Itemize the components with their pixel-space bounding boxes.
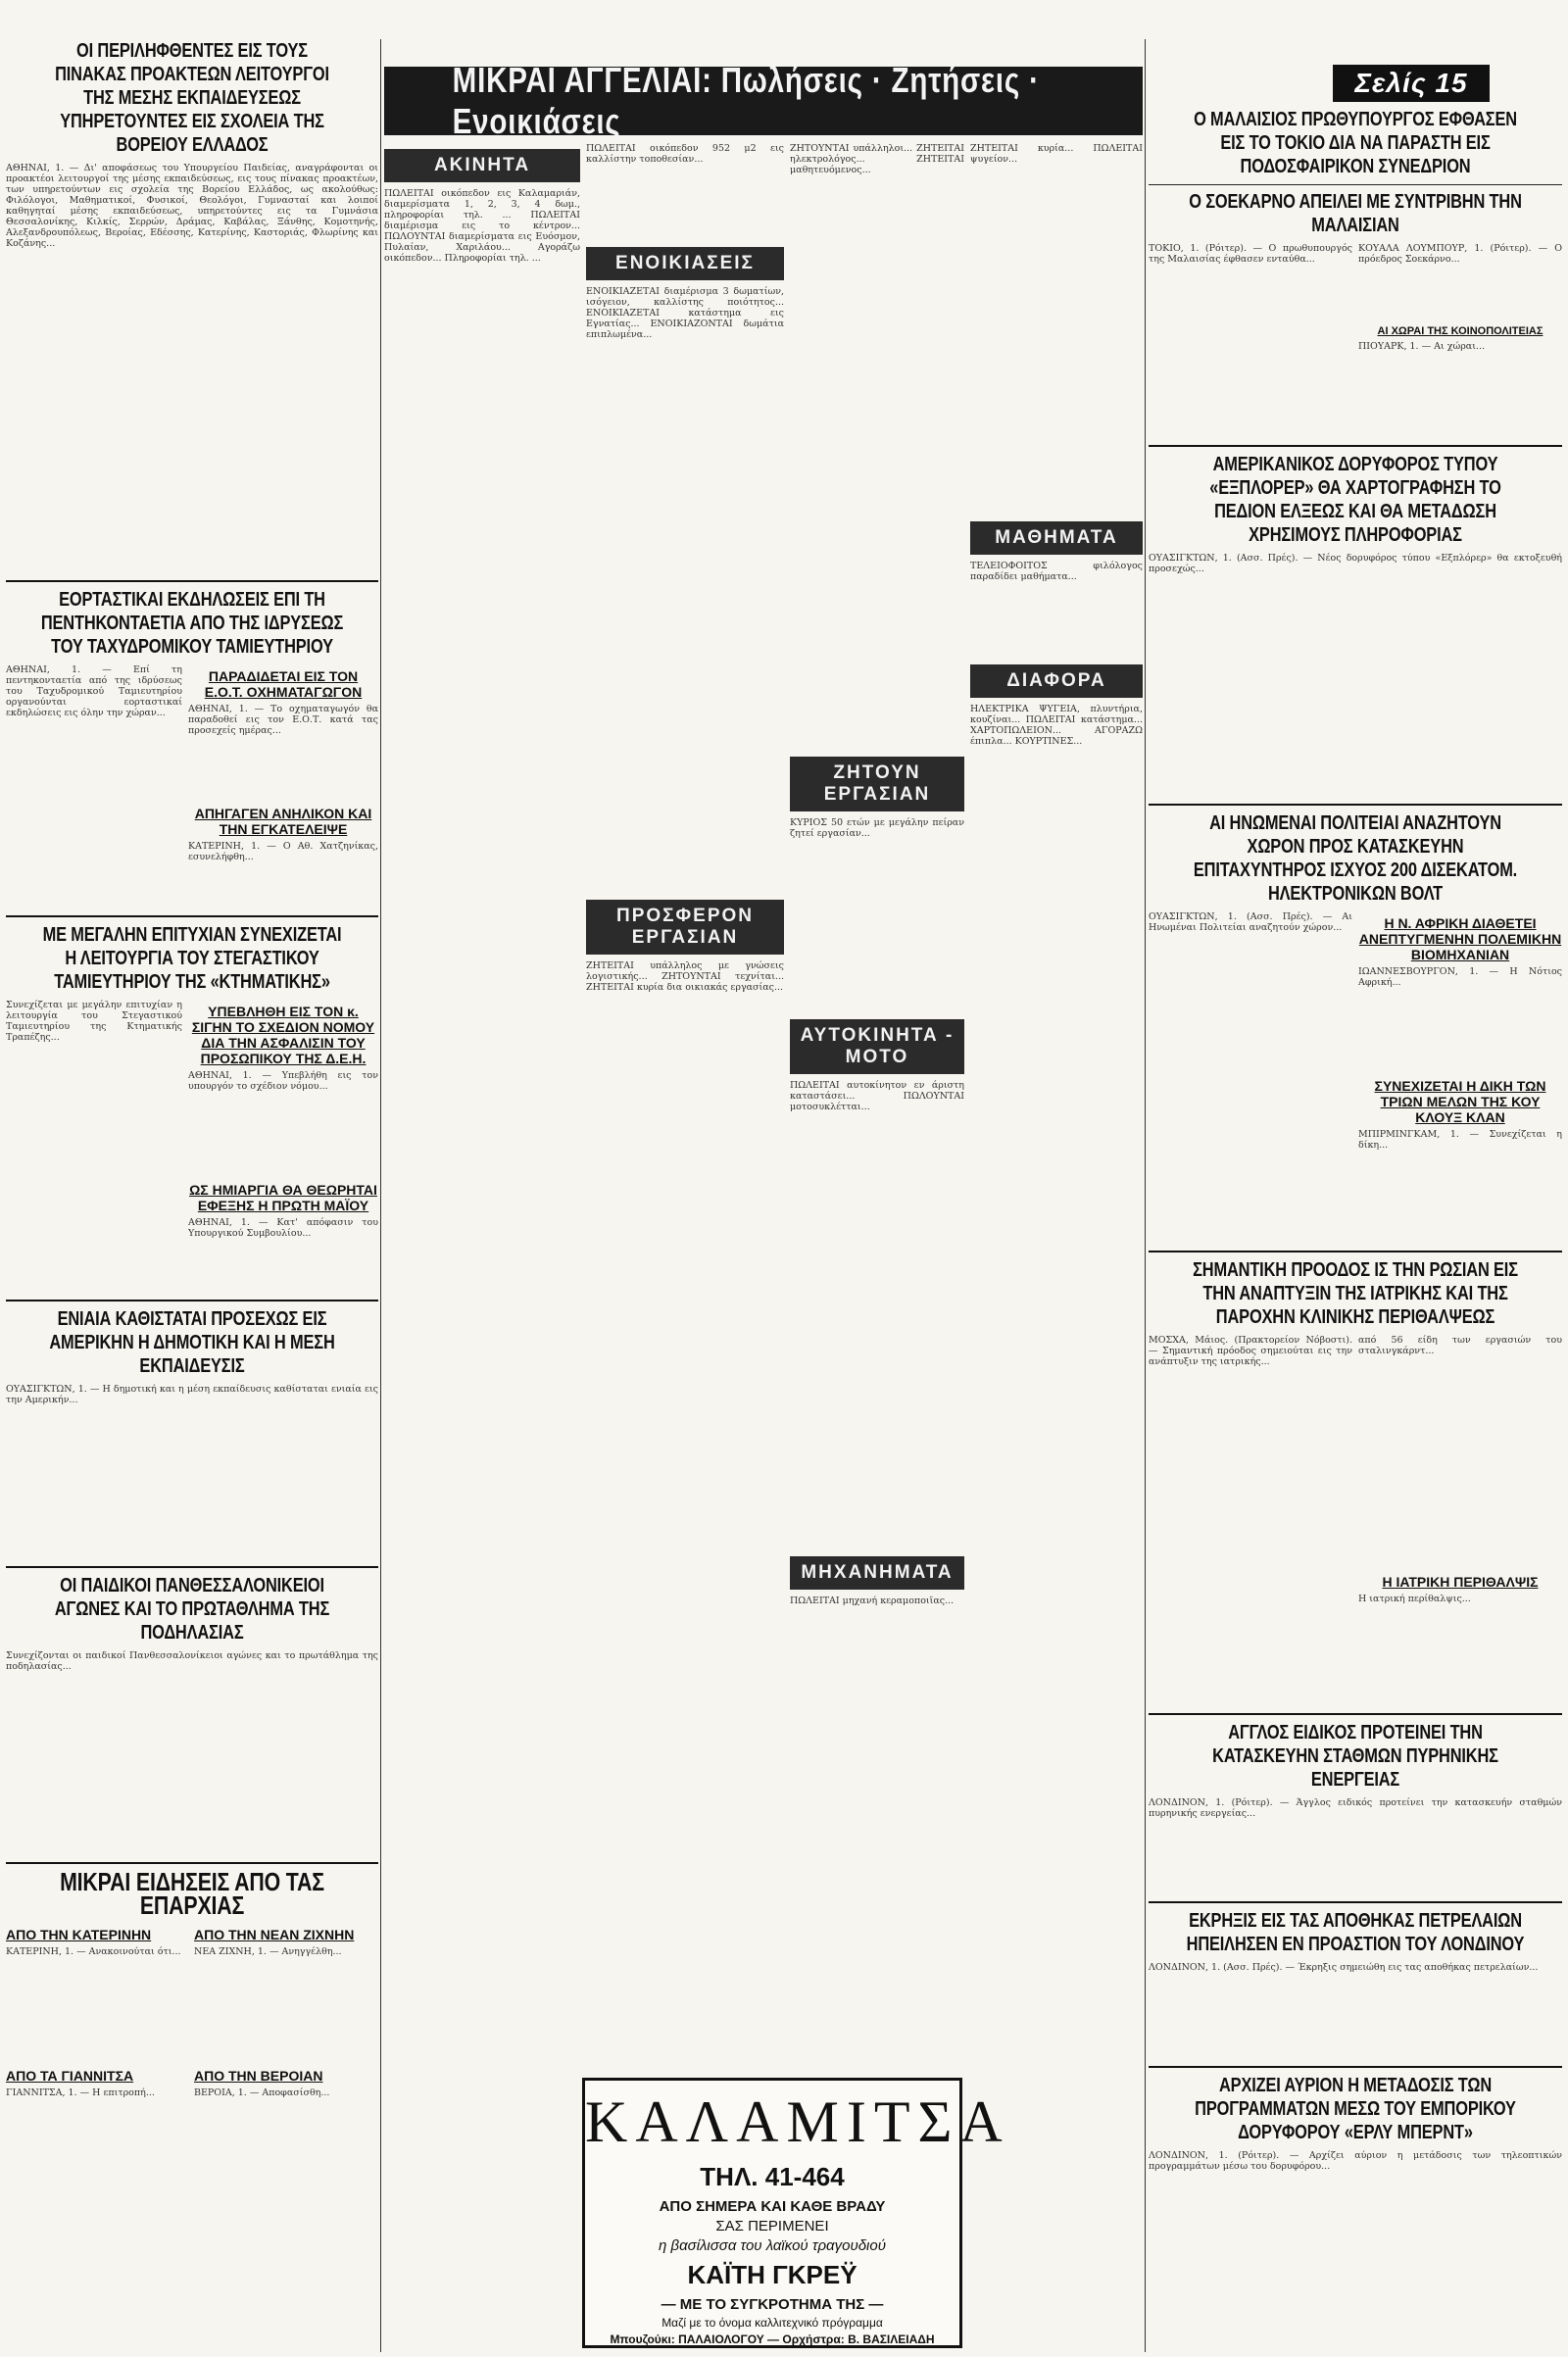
ad-line: — ΜΕ ΤΟ ΣΥΓΚΡΟΤΗΜΑ ΤΗΣ — [661,2296,884,2313]
ad-line: η βασίλισσα του λαϊκού τραγουδιού [659,2237,886,2254]
page-number-badge: Σελίς 15 [1333,65,1490,102]
headline-early-bird: ΑΡΧΙΖΕΙ ΑΥΡΙΟΝ Η ΜΕΤΑΔΟΣΙΣ ΤΩΝ ΠΡΟΓΡΑΜΜΑΤΩΝ ΜΕΣΩ ΤΟΥ ΕΜΠΟΡΙΚΟΥ ΔΟΡΥΦΟΡΟΥ «ΕΡΛΥ ΜΠΕΡΝΤ» [1195,2075,1516,2143]
subheading: ΑΙ ΧΩΡΑΙ ΤΗΣ ΚΟΙΝΟΠΟΛΙΤΕΙΑΣ [1377,325,1544,337]
subheading: ΣΥΝΕΧΙΖΕΤΑΙ Η ΔΙΚΗ ΤΩΝ ΤΡΙΩΝ ΜΕΛΩΝ ΤΗΣ ΚΟΥ ΚΛΟΥΞ ΚΛΑΝ [1374,1078,1546,1125]
headline-nuclear: ΑΓΓΛΟΣ ΕΙΔΙΚΟΣ ΠΡΟΤΕΙΝΕΙ ΤΗΝ ΚΑΤΑΣΚΕΥΗΝ ΣΤΑΘΜΩΝ ΠΥΡΗΝΙΚΗΣ ΕΝΕΡΓΕΙΑΣ [1212,1722,1498,1791]
classifieds-col-b: ΖΗΤΟΥΝΤΑΙ υπάλληλοι... ΖΗΤΕΙΤΑΙ ηλεκτρολόγος... ΖΗΤΕΙΤΑΙ μαθητευόμενος... ΖΗΤΟΥΝ ΕΡΓΑΣΙΑΝ ΚΥΡΙΟΣ 50 ετών με μεγάλην πείραν ζητεί εργασίαν... ΑΥΤΟΚΙΝΗΤΑ - ΜΟΤΟ ΠΩΛΕΙΤΑΙ αυτοκίνητον εν άριστη καταστάσει... ΠΩΛΟΥΝΤΑΙ μοτοσυκλέτται... ΜΗΧΑΝΗΜΑΤΑ ΠΩΛΕΙΤΑΙ μηχανή κεραμοποιΐας... ΖΗΤΕΙΤΑΙ κυρία... ΠΩΛΕΙΤΑΙ ψυγείον... ΜΑΘΗΜΑΤΑ ΤΕΛΕΙΟΦΟΙΤΟΣ φιλόλογος παραδίδει μαθήματα... ΔΙΑΦΟΡΑ ΗΛΕΚΤΡΙΚΑ ΨΥΓΕΙΑ, πλυντήρια, κουζίναι... ΠΩΛΕΙΤΑΙ κατάστημα... ΧΑΡΤΟΠΩΛΕΙΟΝ... ΑΓΟΡΑΖΩ έπιπλα... ΚΟΥΡΤΙΝΕΣ... [790,143,1143,1606]
section-mathimata: ΜΑΘΗΜΑΤΑ [970,521,1143,555]
article-body: ΑΘΗΝΑΙ, 1. — Δι' αποφάσεως του Υπουργείου Παιδείας, αναγράφονται οι προακτέοι λειτουργοί της μέσης εκπαιδεύσεως, εις τους πίνακας προακτέων, των υπηρετούντων εις σχολεία της Βορείου Ελλάδος, ως ακολούθως: Φιλόλογοι, Μαθηματικοί, Φυσικοί, Θεολόγοι, Γυμνασταί και λοιποί καθηγηταί μέσης εκπαιδεύσεως, υπηρετούντες εις τα Γυμνάσια Θεσσαλονίκης, Κιλκίς, Σερρών, Δράμας, Καβάλας, Ξάνθης, Κομοτηνής, Αλεξανδρουπόλεως, Βεροίας, Εδέσσης, Κατερίνης, Καστοριάς, Φλωρίνης και Κοζάνης... [6,163,378,249]
section-enoikiaseis: ΕΝΟΙΚΙΑΣΕΙΣ [586,247,784,280]
headline-america-education: ΕΝΙΑΙΑ ΚΑΘΙΣΤΑΤΑΙ ΠΡΟΣΕΧΩΣ ΕΙΣ ΑΜΕΡΙΚΗΝ Η ΔΗΜΟΤΙΚΗ ΚΑΙ Η ΜΕΣΗ ΕΚΠΑΙΔΕΥΣΙΣ [49,1308,335,1377]
ad-star: ΚΑΪΤΗ ΓΚΡΕΫ [687,2260,858,2289]
headline-sukarno: Ο ΣΟΕΚΑΡΝΟ ΑΠΕΙΛΕΙ ΜΕ ΣΥΝΤΡΙΒΗΝ ΤΗΝ ΜΑΛΑΙΣΙΑΝ [1189,191,1522,236]
headline-province-news: ΜΙΚΡΑΙ ΕΙΔΗΣΕΙΣ ΑΠΟ ΤΑΣ ΕΠΑΡΧΙΑΣ [60,1867,324,1920]
headline-russia-medicine: ΣΗΜΑΝΤΙΚΗ ΠΡΟΟΔΟΣ ΙΣ ΤΗΝ ΡΩΣΙΑΝ ΕΙΣ ΤΗΝ ΑΝΑΠΤΥΞΙΝ ΤΗΣ ΙΑΤΡΙΚΗΣ ΚΑΙ ΤΗΣ ΠΑΡΟΧΗΝ ΚΛΙΝΙΚΗΣ ΠΕΡΙΘΑΛΨΕΩΣ [1193,1259,1518,1328]
headline-teachers: ΟΙ ΠΕΡΙΛΗΦΘΕΝΤΕΣ ΕΙΣ ΤΟΥΣ ΠΙΝΑΚΑΣ ΠΡΟΑΚΤΕΩΝ ΛΕΙΤΟΥΡΓΟΙ ΤΗΣ ΜΕΣΗΣ ΕΚΠΑΙΔΕΥΣΕΩΣ ΥΠΗΡΕΤΟΥΝΤΕΣ ΕΙΣ ΣΧΟΛΕΙΑ ΤΗΣ ΒΟΡΕΙΟΥ ΕΛΛΑΔΟΣ [55,40,329,156]
subheading: Η Ν. ΑΦΡΙΚΗ ΔΙΑΘΕΤΕΙ ΑΝΕΠΤΥΓΜΕΝΗΝ ΠΟΛΕΜΙΚΗΝ ΒΙΟΜΗΧΑΝΙΑΝ [1358,915,1562,962]
section-diafora: ΔΙΑΦΟΡΑ [970,664,1143,698]
ad-line: ΣΑΣ ΠΕΡΙΜΕΝΕΙ [715,2218,829,2234]
subheading: Η ΙΑΤΡΙΚΗ ΠΕΡΙΘΑΛΨΙΣ [1382,1574,1539,1590]
column-right: Ο ΜΑΛΑΙΣΙΟΣ ΠΡΩΘΥΠΟΥΡΓΟΣ ΕΦΘΑΣΕΝ ΕΙΣ ΤΟ ΤΟΚΙΟ ΔΙΑ ΝΑ ΠΑΡΑΣΤΗ ΕΙΣ ΠΟΔΟΣΦΑΙΡΙΚΟΝ ΣΥΝΕΔΡΙΟΝ Ο ΣΟΕΚΑΡΝΟ ΑΠΕΙΛΕΙ ΜΕ ΣΥΝΤΡΙΒΗΝ ΤΗΝ ΜΑΛΑΙΣΙΑΝ ΤΟΚΙΟ, 1. (Ρόιτερ). — Ο πρωθυπουργός της Μαλαισίας έφθασεν ενταύθα... ΚΟΥΑΛΑ ΛΟΥΜΠΟΥΡ, 1. (Ρόιτερ). — Ο πρόεδρος Σοεκάρνο... ΑΙ ΧΩΡΑΙ ΤΗΣ ΚΟΙΝΟΠΟΛΙΤΕΙΑΣ ΠΙΟΥΑΡΚ, 1. — Αι χώραι... ΑΜΕΡΙΚΑΝΙΚΟΣ ΔΟΡΥΦΟΡΟΣ ΤΥΠΟΥ «ΕΞΠΛΟΡΕΡ» ΘΑ ΧΑΡΤΟΓΡΑΦΗΣΗ ΤΟ ΠΕΔΙΟΝ ΕΛΞΕΩΣ ΚΑΙ ΘΑ ΜΕΤΑΔΩΣΗ ΧΡΗΣΙΜΟΥΣ ΠΛΗΡΟΦΟΡΙΑΣ ΟΥΑΣΙΓΚΤΩΝ, 1. (Ασσ. Πρές). — Νέος δορυφόρος τύπου «Εξπλόρερ» θα εκτοξευθή προσεχώς... ΑΙ ΗΝΩΜΕΝΑΙ ΠΟΛΙΤΕΙΑΙ ΑΝΑΖΗΤΟΥΝ ΧΩΡΟΝ ΠΡΟΣ ΚΑΤΑΣΚΕΥΗΝ ΕΠΙΤΑΧΥΝΤΗΡΟΣ ΙΣΧΥΟΣ 200 ΔΙΣΕΚΑΤΟΜ. ΗΛΕΚΤΡΟΝΙΚΩΝ ΒΟΛΤ ΟΥΑΣΙΓΚΤΩΝ, 1. (Ασσ. Πρές). — Αι Ηνωμέναι Πολιτείαι αναζητούν χώρον... Η Ν. ΑΦΡΙΚΗ ΔΙΑΘΕΤΕΙ ΑΝΕΠΤΥΓΜΕΝΗΝ ΠΟΛΕΜΙΚΗΝ ΒΙΟΜΗΧΑΝΙΑΝ ΙΩΑΝΝΕΣΒΟΥΡΓΟΝ, 1. — Η Νότιος Αφρική... ΣΥΝΕΧΙΖΕΤΑΙ Η ΔΙΚΗ ΤΩΝ ΤΡΙΩΝ ΜΕΛΩΝ ΤΗΣ ΚΟΥ ΚΛΟΥΞ ΚΛΑΝ ΜΠΙΡΜΙΝΓΚΑΜ, 1. — Συνεχίζεται η δίκη... ΣΗΜΑΝΤΙΚΗ ΠΡΟΟΔΟΣ ΙΣ ΤΗΝ ΡΩΣΙΑΝ ΕΙΣ ΤΗΝ ΑΝΑΠΤΥΞΙΝ ΤΗΣ ΙΑΤΡΙΚΗΣ ΚΑΙ ΤΗΣ ΠΑΡΟΧΗΝ ΚΛΙΝΙΚΗΣ ΠΕΡΙΘΑΛΨΕΩΣ ΜΟΣΧΑ, Μάιος. (Πρακτορείον Νόβοστι). — Σημαντική πρόοδος σημειούται εις την ανάπτυξιν της ιατρικής... από 56 είδη των εργασιών του σταλινγκάρντ... Η ΙΑΤΡΙΚΗ ΠΕΡΙΘΑΛΨΙΣ Η ιατρική περίθαλψις... ΑΓΓΛΟΣ ΕΙΔΙΚΟΣ ΠΡΟΤΕΙΝΕΙ ΤΗΝ ΚΑΤΑΣΚΕΥΗΝ ΣΤΑΘΜΩΝ ΠΥΡΗΝΙΚΗΣ ΕΝΕΡΓΕΙΑΣ ΛΟΝΔΙΝΟΝ, 1. (Ρόιτερ). — Άγγλος ειδικός προτείνει την κατασκευήν σταθμών πυρηνικής ενεργείας... ΕΚΡΗΞΙΣ ΕΙΣ ΤΑΣ ΑΠΟΘΗΚΑΣ ΠΕΤΡΕΛΑΙΩΝ ΗΠΕΙΛΗΣΕΝ ΕΝ ΠΡΟΑΣΤΙΟΝ ΤΟΥ ΛΟΝΔΙΝΟΥ ΛΟΝΔΙΝΟΝ, 1. (Ασσ. Πρές). — Έκρηξις σημειώθη εις τας αποθήκας πετρελαίων... ΑΡΧΙΖΕΙ ΑΥΡΙΟΝ Η ΜΕΤΑΔΟΣΙΣ ΤΩΝ ΠΡΟΓΡΑΜΜΑΤΩΝ ΜΕΣΩ ΤΟΥ ΕΜΠΟΡΙΚΟΥ ΔΟΡΥΦΟΡΟΥ «ΕΡΛΥ ΜΠΕΡΝΤ» ΛΟΝΔΙΝΟΝ, 1. (Ρόιτερ). — Αρχίζει αύριον η μετάδοσις των τηλεοπτικών προγραμμάτων μέσω του δορυφόρου... [1149,109,1562,2172]
mini-headline: ΥΠΕΒΛΗΘΗ ΕΙΣ ΤΟΝ κ. ΣΙΓΗΝ ΤΟ ΣΧΕΔΙΟΝ ΝΟΜΟΥ ΔΙΑ ΤΗΝ ΑΣΦΑΛΙΣΙΝ ΤΟΥ ΠΡΟΣΩΠΙΚΟΥ ΤΗΣ Δ.Ε.Η. [191,1004,375,1066]
section-mixanimata: ΜΗΧΑΝΗΜΑΤΑ [790,1556,964,1590]
headline-youth-games: ΟΙ ΠΑΙΔΙΚΟΙ ΠΑΝΘΕΣΣΑΛΟΝΙΚΕΙΟΙ ΑΓΩΝΕΣ ΚΑΙ ΤΟ ΠΡΩΤΑΘΛΗΜΑ ΤΗΣ ΠΟΔΗΛΑΣΙΑΣ [54,1575,330,1644]
ad-line: ΑΠΟ ΣΗΜΕΡΑ ΚΑΙ ΚΑΘΕ ΒΡΑΔΥ [659,2198,886,2215]
subheading: ΑΠΟ ΤΗΝ ΒΕΡΟΙΑΝ [194,2068,323,2084]
headline-explosion: ΕΚΡΗΞΙΣ ΕΙΣ ΤΑΣ ΑΠΟΘΗΚΑΣ ΠΕΤΡΕΛΑΙΩΝ ΗΠΕΙΛΗΣΕΝ ΕΝ ΠΡΟΑΣΤΙΟΝ ΤΟΥ ΛΟΝΔΙΝΟΥ [1186,1910,1525,1955]
ad-title: ΚΑΛΑΜΙΤΣΑ [585,2089,1010,2154]
column-divider [380,39,381,2352]
column-left: ΟΙ ΠΕΡΙΛΗΦΘΕΝΤΕΣ ΕΙΣ ΤΟΥΣ ΠΙΝΑΚΑΣ ΠΡΟΑΚΤΕΩΝ ΛΕΙΤΟΥΡΓΟΙ ΤΗΣ ΜΕΣΗΣ ΕΚΠΑΙΔΕΥΣΕΩΣ ΥΠΗΡΕΤΟΥΝΤΕΣ ΕΙΣ ΣΧΟΛΕΙΑ ΤΗΣ ΒΟΡΕΙΟΥ ΕΛΛΑΔΟΣ ΑΘΗΝΑΙ, 1. — Δι' αποφάσεως του Υπουργείου Παιδείας, αναγράφονται οι προακτέοι λειτουργοί της μέσης εκπαιδεύσεως, εις τους πίνακας προακτέων, των υπηρετούντων εις σχολεία της Βορείου Ελλάδος, ως ακολούθως: Φιλόλογοι, Μαθηματικοί, Φυσικοί, Θεολόγοι, Γυμνασταί και λοιποί καθηγηταί μέσης εκπαιδεύσεως, υπηρετούντες εις τα Γυμνάσια Θεσσαλονίκης, Κιλκίς, Σερρών, Δράμας, Καβάλας, Ξάνθης, Κομοτηνής, Αλεξανδρουπόλεως, Βεροίας, Εδέσσης, Κατερίνης, Καστοριάς, Φλωρίνης και Κοζάνης... ΕΟΡΤΑΣΤΙΚΑΙ ΕΚΔΗΛΩΣΕΙΣ ΕΠΙ ΤΗ ΠΕΝΤΗΚΟΝΤΑΕΤΙΑ ΑΠΟ ΤΗΣ ΙΔΡΥΣΕΩΣ ΤΟΥ ΤΑΧΥΔΡΟΜΙΚΟΥ ΤΑΜΙΕΥΤΗΡΙΟΥ ΑΘΗΝΑΙ, 1. — Επί τη πεντηκονταετία από της ιδρύσεως του Ταχυδρομικού Ταμιευτηρίου οργανούνται εορταστικαί εκδηλώσεις εις όλην την χώραν... ΠΑΡΑΔΙΔΕΤΑΙ ΕΙΣ ΤΟΝ Ε.Ο.Τ. ΟΧΗΜΑΤΑΓΩΓΟΝ ΑΘΗΝΑΙ, 1. — Το οχηματαγωγόν θα παραδοθεί εις τον Ε.Ο.Τ. κατά τας προσεχείς ημέρας... ΑΠΗΓΑΓΕΝ ΑΝΗΛΙΚΟΝ ΚΑΙ ΤΗΝ ΕΓΚΑΤΕΛΕΙΨΕ ΚΑΤΕΡΙΝΗ, 1. — Ο Αθ. Χατζηνίκας, εσυνελήφθη... ΜΕ ΜΕΓΑΛΗΝ ΕΠΙΤΥΧΙΑΝ ΣΥΝΕΧΙΖΕΤΑΙ Η ΛΕΙΤΟΥΡΓΙΑ ΤΟΥ ΣΤΕΓΑΣΤΙΚΟΥ ΤΑΜΙΕΥΤΗΡΙΟΥ ΤΗΣ «ΚΤΗΜΑΤΙΚΗΣ» Συνεχίζεται με μεγάλην επιτυχίαν η λειτουργία του Στεγαστικού Ταμιευτηρίου της Κτηματικής Τραπέζης... ΥΠΕΒΛΗΘΗ ΕΙΣ ΤΟΝ κ. ΣΙΓΗΝ ΤΟ ΣΧΕΔΙΟΝ ΝΟΜΟΥ ΔΙΑ ΤΗΝ ΑΣΦΑΛΙΣΙΝ ΤΟΥ ΠΡΟΣΩΠΙΚΟΥ ΤΗΣ Δ.Ε.Η. ΑΘΗΝΑΙ, 1. — Υπεβλήθη εις τον υπουργόν το σχέδιον νόμου... ΩΣ ΗΜΙΑΡΓΙΑ ΘΑ ΘΕΩΡΗΤΑΙ ΕΦΕΞΗΣ Η ΠΡΩΤΗ ΜΑΪΟΥ ΑΘΗΝΑΙ, 1. — Κατ' απόφασιν του Υπουργικού Συμβουλίου... ΕΝΙΑΙΑ ΚΑΘΙΣΤΑΤΑΙ ΠΡΟΣΕΧΩΣ ΕΙΣ ΑΜΕΡΙΚΗΝ Η ΔΗΜΟΤΙΚΗ ΚΑΙ Η ΜΕΣΗ ΕΚΠΑΙΔΕΥΣΙΣ ΟΥΑΣΙΓΚΤΩΝ, 1. — Η δημοτική και η μέση εκπαίδευσις καθίσταται ενιαία εις την Αμερικήν... ΟΙ ΠΑΙΔΙΚΟΙ ΠΑΝΘΕΣΣΑΛΟΝΙΚΕΙΟΙ ΑΓΩΝΕΣ ΚΑΙ ΤΟ ΠΡΩΤΑΘΛΗΜΑ ΤΗΣ ΠΟΔΗΛΑΣΙΑΣ Συνεχίζονται οι παιδικοί Πανθεσσαλονίκειοι αγώνες και το πρωτάθλημα της ποδηλασίας... ΜΙΚΡΑΙ ΕΙΔΗΣΕΙΣ ΑΠΟ ΤΑΣ ΕΠΑΡΧΙΑΣ ΑΠΟ ΤΗΝ ΚΑΤΕΡΙΝΗΝ ΚΑΤΕΡΙΝΗ, 1. — Ανακοινούται ότι... ΑΠΟ ΤΑ ΓΙΑΝΝΙΤΣΑ ΓΙΑΝΝΙΤΣΑ, 1. — Η επιτροπή... ΑΠΟ ΤΗΝ ΝΕΑΝ ΖΙΧΝΗΝ ΝΕΑ ΖΙΧΝΗ, 1. — Ανηγγέλθη... ΑΠΟ ΤΗΝ ΒΕΡΟΙΑΝ ΒΕΡΟΙΑ, 1. — Αποφασίσθη... [6,40,378,2098]
headline-malaysia: Ο ΜΑΛΑΙΣΙΟΣ ΠΡΩΘΥΠΟΥΡΓΟΣ ΕΦΘΑΣΕΝ ΕΙΣ ΤΟ ΤΟΚΙΟ ΔΙΑ ΝΑ ΠΑΡΑΣΤΗ ΕΙΣ ΠΟΔΟΣΦΑΙΡΙΚΟΝ ΣΥΝΕΔΡΙΟΝ [1194,109,1517,177]
mini-headline: ΩΣ ΗΜΙΑΡΓΙΑ ΘΑ ΘΕΩΡΗΤΑΙ ΕΦΕΞΗΣ Η ΠΡΩΤΗ ΜΑΪΟΥ [189,1182,377,1213]
headline-explorer: ΑΜΕΡΙΚΑΝΙΚΟΣ ΔΟΡΥΦΟΡΟΣ ΤΥΠΟΥ «ΕΞΠΛΟΡΕΡ» ΘΑ ΧΑΡΤΟΓΡΑΦΗΣΗ ΤΟ ΠΕΔΙΟΝ ΕΛΞΕΩΣ ΚΑΙ ΘΑ ΜΕΤΑΔΩΣΗ ΧΡΗΣΙΜΟΥΣ ΠΛΗΡΟΦΟΡΙΑΣ [1209,454,1501,546]
ad-line: Μαζί με το όνομα καλλιτεχνικό πρόγραμμα [662,2316,883,2330]
column-divider [1145,39,1146,2352]
section-akinita: ΑΚΙΝΗΤΑ [384,149,580,182]
section-auto: ΑΥΤΟΚΙΝΗΤΑ - ΜΟΤΟ [790,1019,964,1074]
headline-post-savings: ΕΟΡΤΑΣΤΙΚΑΙ ΕΚΔΗΛΩΣΕΙΣ ΕΠΙ ΤΗ ΠΕΝΤΗΚΟΝΤΑΕΤΙΑ ΑΠΟ ΤΗΣ ΙΔΡΥΣΕΩΣ ΤΟΥ ΤΑΧΥΔΡΟΜΙΚΟΥ ΤΑΜΙΕΥΤΗΡΙΟΥ [40,589,344,658]
kalamitsa-advert [582,2078,1010,2348]
section-zitoun: ΖΗΤΟΥΝ ΕΡΓΑΣΙΑΝ [790,757,964,811]
headline-ktimatiki: ΜΕ ΜΕΓΑΛΗΝ ΕΠΙΤΥΧΙΑΝ ΣΥΝΕΧΙΖΕΤΑΙ Η ΛΕΙΤΟΥΡΓΙΑ ΤΟΥ ΣΤΕΓΑΣΤΙΚΟΥ ΤΑΜΙΕΥΤΗΡΙΟΥ ΤΗΣ «ΚΤΗΜΑΤΙΚΗΣ» [42,924,342,993]
ad-phone: ΤΗΛ. 41-464 [700,2162,845,2191]
subheading: ΑΠΟ ΤΗΝ ΚΑΤΕΡΙΝΗΝ [6,1927,152,1942]
section-prosfero: ΠΡΟΣΦΕΡΟΝ ΕΡΓΑΣΙΑΝ [586,900,784,955]
subheading: ΑΠΟ ΤΗΝ ΝΕΑΝ ΖΙΧΝΗΝ [194,1927,355,1942]
classifieds-banner: ΜΙΚΡΑΙ ΑΓΓΕΛΙΑΙ: Πωλήσεις · Ζητήσεις · Ενοικιάσεις [384,67,1143,135]
ad-line: Μπουζούκι: ΠΑΛΑΙΟΛΟΓΟΥ — Ορχήστρα: Β. ΒΑΣΙΛΕΙΑΔΗ [610,2332,935,2346]
mini-headline: ΠΑΡΑΔΙΔΕΤΑΙ ΕΙΣ ΤΟΝ Ε.Ο.Τ. ΟΧΗΜΑΤΑΓΩΓΟΝ [204,668,363,700]
headline-accelerator: ΑΙ ΗΝΩΜΕΝΑΙ ΠΟΛΙΤΕΙΑΙ ΑΝΑΖΗΤΟΥΝ ΧΩΡΟΝ ΠΡΟΣ ΚΑΤΑΣΚΕΥΗΝ ΕΠΙΤΑΧΥΝΤΗΡΟΣ ΙΣΧΥΟΣ 200 ΔΙΣΕΚΑΤΟΜ. ΗΛΕΚΤΡΟΝΙΚΩΝ ΒΟΛΤ [1193,812,1518,905]
subheading: ΑΠΟ ΤΑ ΓΙΑΝΝΙΤΣΑ [6,2068,134,2084]
mini-headline: ΑΠΗΓΑΓΕΝ ΑΝΗΛΙΚΟΝ ΚΑΙ ΤΗΝ ΕΓΚΑΤΕΛΕΙΨΕ [194,806,372,837]
classifieds-col-a: ΑΚΙΝΗΤΑ ΠΩΛΕΙΤΑΙ οικόπεδον εις Καλαμαριάν, διαμερίσματα 1, 2, 3, 4 δωμ., πληροφορίαι τηλ. ... ΠΩΛΕΙΤΑΙ διαμέρισμα εις το κέντρον... ΠΩΛΟΥΝΤΑΙ διαμερίσματα εις Ευόσμον, Πυλαίαν, Χαριλάου... Αγοράζω οικόπεδον... Πληροφορίαι τηλ. ... ΠΩΛΕΙΤΑΙ οικόπεδον 952 μ2 εις καλλίστην τοποθεσίαν... ΕΝΟΙΚΙΑΣΕΙΣ ΕΝΟΙΚΙΑΖΕΤΑΙ διαμέρισμα 3 δωματίων, ισόγειον, καλλίστης ποιότητος... ΕΝΟΙΚΙΑΖΕΤΑΙ κατάστημα εις Εγνατίας... ΕΝΟΙΚΙΑΖΟΝΤΑΙ δωμάτια επιπλωμένα... ΠΡΟΣΦΕΡΟΝ ΕΡΓΑΣΙΑΝ ΖΗΤΕΙΤΑΙ υπάλληλος με γνώσεις λογιστικής... ΖΗΤΟΥΝΤΑΙ τεχνίται... ΖΗΤΕΙΤΑΙ κυρία δια οικιακάς εργασίας... [384,143,784,993]
